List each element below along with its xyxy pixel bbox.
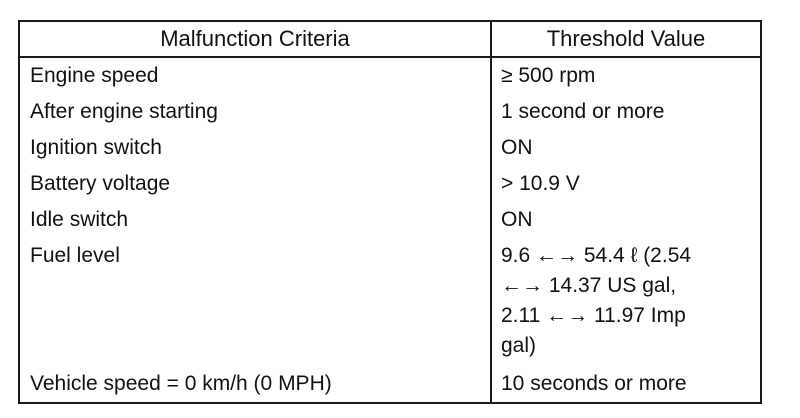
criteria-cell: Idle switch [30,208,129,231]
table-row [20,94,760,130]
threshold-cell: ON [501,208,533,231]
threshold-cell: ≥ 500 rpm [501,64,596,87]
threshold-cell: 9.6 ←→ 54.4 ℓ (2.54 ←→ 14.37 US gal, 2.11 ←→ 11.97 Imp gal) [501,244,692,357]
header-malfunction-criteria: Malfunction Criteria [160,26,350,51]
criteria-cell: After engine starting [30,100,218,123]
threshold-cell: ON [501,136,533,159]
criteria-cell: Vehicle speed = 0 km/h (0 MPH) [30,372,332,395]
table-row [20,202,760,238]
header-threshold-value: Threshold Value [546,26,706,51]
criteria-cell: Fuel level [30,244,120,267]
table-row [20,238,760,366]
table-body [20,58,760,402]
table-row [20,166,760,202]
criteria-cell: Ignition switch [30,136,162,159]
criteria-cell: Battery voltage [30,172,171,195]
threshold-cell: 1 second or more [501,100,665,123]
criteria-table [18,20,762,404]
criteria-cell: Engine speed [30,64,159,87]
threshold-cell: 10 seconds or more [501,372,687,395]
table-row [20,130,760,166]
table-row [20,58,760,94]
threshold-cell: > 10.9 V [501,172,580,195]
table-row [20,366,760,402]
